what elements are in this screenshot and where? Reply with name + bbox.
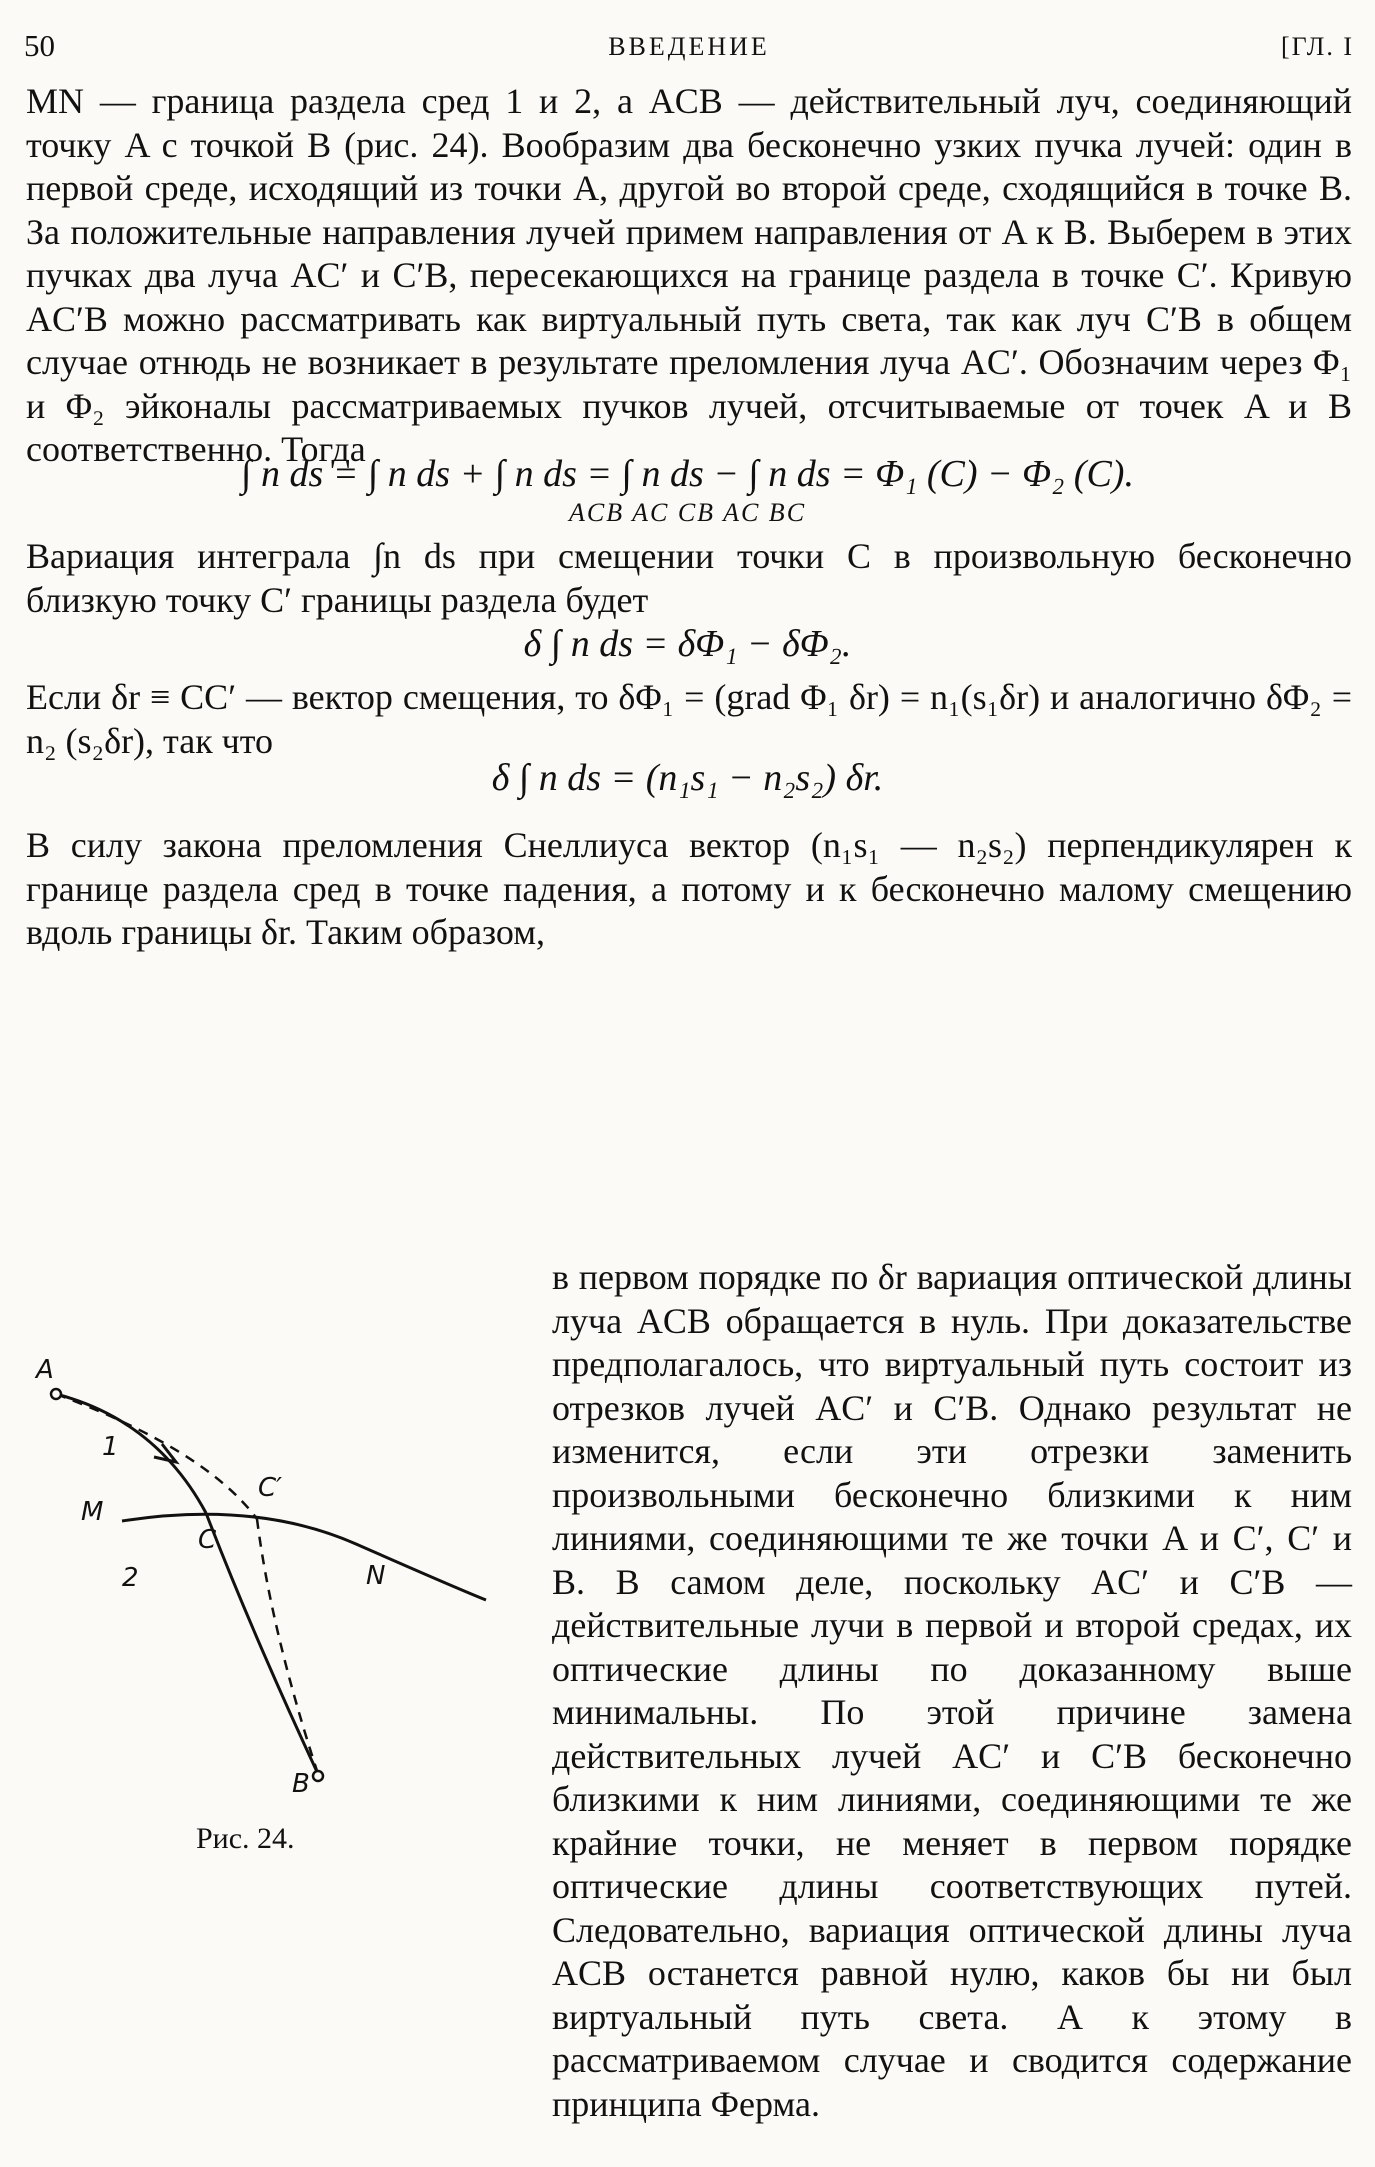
label-c-prime: C′ (258, 1473, 283, 1503)
chapter-label: [ГЛ. I (1280, 32, 1354, 61)
running-header (24, 28, 1354, 68)
point-a-marker (51, 1389, 61, 1399)
paragraph-2: Вариация интеграла ∫n ds при смещении точки C в произвольную бесконечно близкую точку C′ границы раздела будет (26, 536, 1352, 620)
label-b: B (292, 1769, 310, 1799)
equation-3: δ ∫ n ds = (n₁s₁ − n₂s₂) δr. (491, 757, 884, 799)
label-m: M (81, 1497, 104, 1527)
equation-1-expr: ∫ n ds = ∫ n ds + ∫ n ds = ∫ n ds − ∫ n ds = Φ₁ (C) − Φ₂ (C). (241, 453, 1134, 495)
equation-2: δ ∫ n ds = δΦ₁ − δΦ₂. (523, 623, 852, 665)
point-b-marker (313, 1771, 323, 1781)
ray-ac (56, 1394, 206, 1513)
label-medium-1: 1 (102, 1432, 119, 1462)
figure-24 (26, 1300, 516, 1860)
section-title: ВВЕДЕНИЕ (608, 32, 770, 61)
ray-cb (206, 1513, 318, 1774)
paragraph-5-text: в первом порядке по δr вариация оптической длины луча ACB обращается в нуль. При доказательстве предполагалось, что виртуальный путь состоит из отрезков лучей AC′ и C′B. Однако результат не изменится, если эти отрезки заменить произвольными бесконечно близкими к ним линиями, соединяющими те же точки A и C′, C′ и B. В самом деле, поскольку AC′ и C′B — действительные лучи в первой и второй средах, их оптические длины по доказанному выше минимальны. По этой причине замена действительных лучей AC′ и C′B бесконечно близкими к ним линиями, соединяющими те же крайние точки, не меняет в первом порядке оптические длины соответствующих путей. Следовательно, вариация оптической длины луча ACB останется равной нулю, каков бы ни был виртуальный путь света. А к этому в рассматриваемом случае и сводится содержание принципа Ферма. (552, 1257, 1352, 2124)
paragraph-3: Если δr ≡ CC′ — вектор смещения, то δΦ₁ = (grad Φ₁ δr) = n₁(s₁δr) и аналогично δΦ₂ = n₂ (s₂δr), так что (26, 677, 1352, 761)
label-c: C (198, 1525, 217, 1555)
virtual-path-c-prime-b (257, 1519, 318, 1774)
boundary-mn-line (122, 1514, 486, 1600)
paragraph-1: MN — граница раздела сред 1 и 2, а ACB — действительный луч, соединяющий точку A с точкой B (рис. 24). Вообразим два бесконечно узких пучка лучей: один в первой среде, исходящий из точки A, другой во второй среде, сходящийся в точке B. За положительные направления лучей примем направления от A к B. Выберем в этих пучках два луча AC′ и C′B, пересекающихся на границе раздела в точке C′. Кривую AC′B можно рассматривать как виртуальный путь света, так как луч C′B в общем случае отнюдь не возникает в результате преломления луча AC′. Обозначим через Φ₁ и Φ₂ эйконалы рассматриваемых пучков лучей, отсчитываемые от точек A и B соответственно. Тогда (26, 81, 1352, 469)
page-number: 50 (24, 28, 55, 63)
paragraph-4: В силу закона преломления Снеллиуса вектор (n₁s₁ — n₂s₂) перпендикулярен к границе раздела сред в точке падения, а потому и к бесконечно малому смещению вдоль границы δr. Таким образом, (26, 825, 1352, 952)
label-medium-2: 2 (122, 1563, 139, 1593)
paragraph-5 (552, 1256, 1352, 2126)
figure-caption: Рис. 24. (196, 1822, 295, 1855)
equation-1-limits: ACB AC CB AC BC (568, 498, 807, 527)
label-a: A (36, 1355, 54, 1385)
equation-1 (0, 452, 1375, 528)
refraction-diagram (26, 1300, 516, 1800)
label-n: N (366, 1561, 386, 1591)
